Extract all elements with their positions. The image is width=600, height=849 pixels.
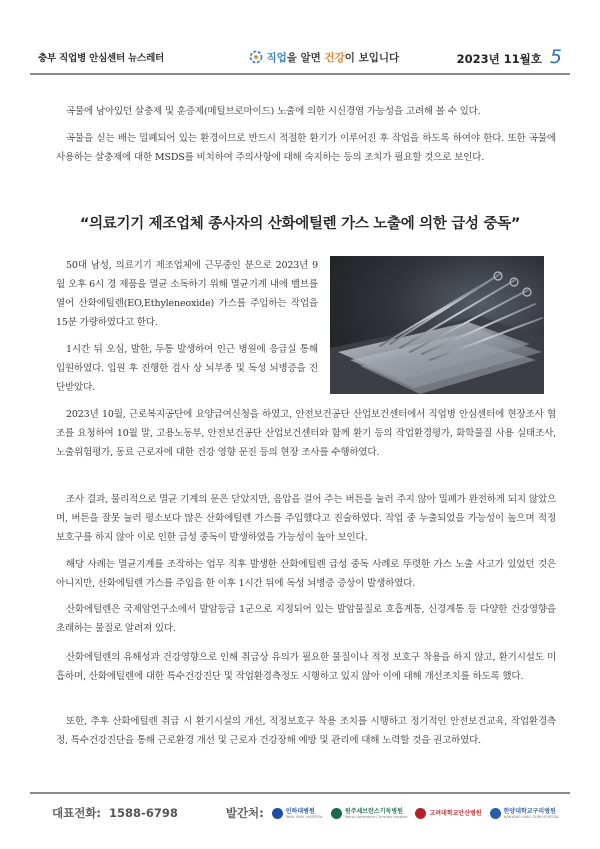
article-paragraph-8: 또한, 추후 산화에틸렌 취급 시 환기시설의 개선, 적정보호구 착용 조치를 시행하고 정기적인 안전보건교육, 작업환경측정, 특수건강진단을 통해 근로환경 개선 및 근로자 건강장해 예방 및 관리에 대해 노력할 것을 권고하였다. bbox=[56, 716, 556, 746]
slogan-part2: 을 알면 bbox=[286, 51, 325, 64]
instruments-image-icon bbox=[330, 256, 544, 394]
hospital-name: 한양대학교구리병원 bbox=[503, 807, 556, 815]
newsletter-footer bbox=[52, 800, 570, 826]
slogan-part4: 이 보입니다 bbox=[344, 51, 400, 64]
hospital-emblem-icon bbox=[415, 808, 426, 819]
hospital-logo bbox=[490, 808, 560, 819]
article-paragraph-7: 산화에틸렌의 유해성과 건강영향으로 인해 취급상 유의가 필요한 물질이나 적정 보호구 착용을 하지 않고, 환기시설도 미흡하며, 산화에틸렌에 대한 특수건강진단 및 작업환경측정도 시행하고 있지 않아 이에 대해 개선조치를 하도록 했다. bbox=[56, 652, 556, 682]
slogan-part3: 건강 bbox=[324, 51, 345, 64]
hospital-subtitle: INHA UNIV. HOSPITAL bbox=[285, 814, 323, 819]
sterilized-instruments-photo bbox=[330, 256, 544, 394]
slogan-logo-icon bbox=[249, 50, 263, 64]
article-paragraph-3: 2023년 10월, 근로복지공단에 요양급여신청을 하였고, 안전보건공단 산업보건센터에서 직업병 안심센터에 현장조사 협조를 요청하여 10월 말, 고용노동부, 안전보건공단 산업보건센터와 함께 환기 등의 작업환경평가, 화학물질 사용 실태조사, 노출위험평가, 동료 근로자에 대한 건강 영향 문진 등의 현장 조사를 수행하였다. bbox=[56, 409, 556, 458]
hospital-subtitle: HANYANG UNIV. GURI HOSPITAL bbox=[503, 814, 560, 819]
article-paragraph-6: 산화에틸렌은 국제암연구소에서 발암등급 1군으로 지정되어 있는 발암물질로 호흡계통, 신경계통 등 다양한 건강영향을 초래하는 물질로 알려져 있다. bbox=[56, 604, 556, 634]
header-divider bbox=[30, 73, 570, 75]
hospital-name: 인하대병원 bbox=[285, 807, 315, 815]
slogan-part1: 직업 bbox=[266, 51, 287, 64]
hospital-subtitle: Wonju Severance Christian Hospital bbox=[344, 814, 408, 819]
article-paragraph-2: 1시간 뒤 오심, 발한, 두통 발생하여 인근 병원에 응급실 통해 입원하였다. 입원 후 진행한 검사 상 뇌부종 및 독성 뇌병증을 진단받았다. bbox=[56, 344, 318, 393]
slogan bbox=[249, 50, 399, 65]
footer-divider bbox=[30, 792, 570, 794]
hospital-emblem-icon bbox=[490, 808, 501, 819]
hospital-emblem-icon bbox=[272, 808, 283, 819]
hospital-name: 원주세브란스기독병원 bbox=[344, 807, 403, 815]
hospital-name: 고려대학교안산병원 bbox=[429, 809, 482, 817]
intro-paragraph-2: 곡물을 싣는 배는 밀폐되어 있는 환경이므로 반드시 적절한 환기가 이루어진 후 작업을 하도록 하여야 한다. 또한 곡물에 사용하는 살충제에 대한 MSDS를 비치하여 주의사항에 대해 숙지하는 등의 조치가 필요할 것으로 보인다. bbox=[56, 133, 556, 163]
issue-date: 2023년 11월호 bbox=[456, 52, 542, 66]
intro-paragraph-1: 곡물에 남아있던 살충제 및 훈증제(메틸브로마이드) 노출에 의한 시신경염 가능성을 고려해 볼 수 있다. bbox=[66, 106, 481, 117]
hospital-logo bbox=[331, 808, 408, 819]
phone-label: 대표전화: bbox=[52, 806, 102, 820]
phone-number: 1588-6798 bbox=[109, 806, 178, 820]
article-title: “의료기기 제조업체 종사자의 산화에틸렌 가스 노출에 의한 급성 중독” bbox=[79, 216, 521, 232]
hospital-emblem-icon bbox=[331, 808, 342, 819]
page-number: 5 bbox=[549, 46, 562, 68]
publisher-hospitals bbox=[264, 808, 559, 819]
article-paragraph-5: 해당 사례는 멸균기계를 조작하는 업무 직후 발생한 산화에틸렌 급성 중독 사례로 뚜렷한 가스 노출 사고가 있었던 것은 아니지만, 산화에틸렌 가스를 주입을 한 이후 1시간 뒤에 독성 뇌병증 증상이 발생하였다. bbox=[56, 559, 556, 589]
hospital-logo bbox=[415, 808, 481, 819]
newsletter-name: 충부 직업병 안심센터 뉴스레터 bbox=[38, 53, 165, 64]
article-paragraph-1: 50대 남성, 의료기기 제조업체에 근무중인 분으로 2023년 9월 오후 6시 경 제품을 멸균 소독하기 위해 멸균기계 내에 벨브를 열어 산화에틸렌(EO,Ethyleneoxide) 가스를 주입하는 작업을 15분 가량하였다고 한다. bbox=[56, 260, 318, 328]
publisher-label: 발간처: bbox=[225, 806, 264, 820]
hospital-logo bbox=[272, 808, 323, 819]
article-paragraph-4: 조사 결과, 물리적으로 멸균 기계의 문은 닫았지만, 음압을 걸어 주는 버튼을 눌러 주지 않아 밀폐가 완전하게 되지 않았으며, 버튼을 잘못 눌러 평소보다 많은 산화에틸렌 가스를 주입했다고 진술하였다. 작업 중 누출되었을 가능성이 높으며 적정보호구를 하지 않아 이로 인한 급성 중독이 발생하였을 가능성이 높아 보인다. bbox=[56, 494, 556, 543]
issue-info bbox=[457, 46, 562, 68]
newsletter-header bbox=[38, 44, 562, 70]
